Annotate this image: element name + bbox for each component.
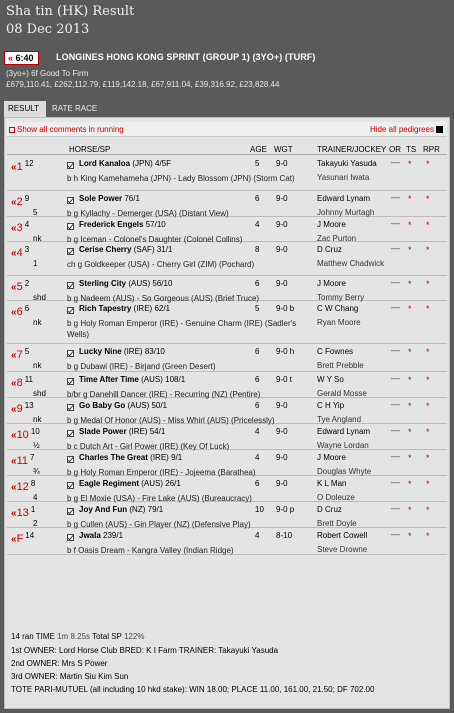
total-sp-value: 122% <box>123 632 145 641</box>
finish-position <box>11 220 29 234</box>
rp-rating: * <box>426 279 430 289</box>
horse-weight: 9-0 <box>276 245 288 254</box>
jockey-name[interactable]: Ryan Moore <box>317 318 361 327</box>
pedigree: b g Holy Roman Emperor (IRE) - Jojeema (Barathea) <box>67 468 256 477</box>
horse-country: (AUS) <box>128 279 151 288</box>
horse-age: 6 <box>255 347 260 356</box>
page-title: Sha tin (HK) Result <box>6 4 135 19</box>
jockey-name[interactable]: Yasunari Iwata <box>317 173 370 182</box>
finish-position <box>11 304 29 318</box>
horse-age: 4 <box>255 220 260 229</box>
tracker-checkbox[interactable] <box>67 430 74 437</box>
draw-number: 4 <box>24 220 30 229</box>
beaten-margin: ½ <box>33 441 40 450</box>
hide-pedigrees-link[interactable] <box>370 125 443 134</box>
starting-price: 239/1 <box>103 531 124 540</box>
rp-rating: * <box>426 304 430 314</box>
finish-position <box>11 427 40 441</box>
topspeed-rating: * <box>408 220 412 230</box>
trainer-name[interactable]: Edward Lynam <box>317 194 371 203</box>
topspeed-rating: * <box>408 505 412 515</box>
beaten-margin: shd <box>33 293 46 302</box>
tracker-checkbox[interactable] <box>67 248 74 255</box>
tracker-checkbox[interactable] <box>67 482 74 489</box>
draw-number: 9 <box>24 194 30 203</box>
position-value: 2 <box>16 196 23 208</box>
jockey-name[interactable]: O Doleuze <box>317 493 355 502</box>
total-sp-label: Total SP <box>92 632 122 641</box>
finish-position <box>11 347 29 361</box>
trainer-name[interactable]: C H Yip <box>317 401 345 410</box>
horse-name-sp <box>79 279 172 288</box>
pedigree: b/br g Danehill Dancer (IRE) - Recurring (NZ) (Pentire) <box>67 390 261 399</box>
horse-name-sp <box>79 401 167 410</box>
beaten-margin: nk <box>33 234 42 243</box>
finish-position <box>11 279 29 293</box>
topspeed-rating: * <box>408 453 412 463</box>
draw-number: 12 <box>24 159 34 168</box>
runner-row[interactable] <box>7 398 447 424</box>
finish-position <box>11 505 35 519</box>
rp-rating: * <box>426 427 430 437</box>
tracker-checkbox[interactable] <box>67 223 74 230</box>
topspeed-rating: * <box>408 375 412 385</box>
tab-rate-race[interactable]: RATE RACE <box>52 104 98 113</box>
position-value: 8 <box>16 377 23 389</box>
horse-country: (IRE) <box>128 427 148 436</box>
trainer-name[interactable]: D Cruz <box>317 505 342 514</box>
horse-country: (IRE) <box>150 453 169 462</box>
expand-arrow-icon[interactable]: « <box>11 282 17 293</box>
jockey-name[interactable]: Johnny Murtagh <box>317 208 375 217</box>
horse-age: 5 <box>255 159 260 168</box>
horse-name[interactable]: Time After Time <box>79 375 139 384</box>
topspeed-rating: * <box>408 347 412 357</box>
trainer-name[interactable]: K L Man <box>317 479 347 488</box>
beaten-margin: nk <box>33 318 42 327</box>
finish-position <box>11 245 29 259</box>
owner-third: 3rd OWNER: Martin Siu Kim Sun <box>11 672 129 681</box>
draw-number: 10 <box>30 427 40 436</box>
horse-name-sp <box>79 245 172 254</box>
beaten-margin: 5 <box>33 208 38 217</box>
horse-name[interactable]: Lucky Nine <box>79 347 122 356</box>
starting-price: 26/1 <box>165 479 181 488</box>
topspeed-rating: * <box>408 427 412 437</box>
tracker-checkbox[interactable] <box>67 307 74 314</box>
result-panel <box>4 117 450 709</box>
beaten-margin: 1 <box>33 259 38 268</box>
official-rating: — <box>391 451 400 461</box>
horse-name-sp <box>79 505 163 514</box>
horse-name[interactable]: Slade Power <box>79 427 127 436</box>
pedigree: b h King Kamehameha (JPN) - Lady Blossom (JPN) (Storm Cat) <box>67 174 295 183</box>
horse-age: 6 <box>255 401 260 410</box>
tracker-checkbox[interactable] <box>67 350 74 357</box>
expand-arrow-icon[interactable]: « <box>11 197 17 208</box>
horse-country: (JPN) <box>132 159 153 168</box>
draw-number: 6 <box>24 304 30 313</box>
trainer-name[interactable]: Takayuki Yasuda <box>317 159 377 168</box>
official-rating: — <box>391 373 400 383</box>
runner-row[interactable] <box>7 301 447 344</box>
tracker-checkbox[interactable] <box>67 508 74 515</box>
tracker-checkbox[interactable] <box>67 162 74 169</box>
horse-age: 10 <box>255 505 264 514</box>
starting-price: 83/10 <box>144 347 165 356</box>
horse-name-sp <box>79 347 165 356</box>
topspeed-rating: * <box>408 401 412 411</box>
starting-price: 62/1 <box>154 304 171 313</box>
starting-price: 50/1 <box>151 401 168 410</box>
runner-row[interactable] <box>7 528 447 555</box>
horse-name-sp <box>79 375 185 384</box>
starting-price: 31/1 <box>156 245 173 254</box>
horse-country: (IRE) <box>133 304 153 313</box>
rp-rating: * <box>426 347 430 357</box>
jockey-name[interactable]: Douglas Whyte <box>317 467 372 476</box>
jockey-name[interactable]: Brett Doyle <box>317 519 357 528</box>
col-wgt: WGT <box>274 145 293 154</box>
position-value: 1 <box>16 161 23 173</box>
trainer-name[interactable]: J Moore <box>317 453 346 462</box>
official-rating: — <box>391 218 400 228</box>
finish-position <box>11 401 34 415</box>
col-age: AGE <box>250 145 267 154</box>
trainer-name[interactable]: Edward Lynam <box>317 427 371 436</box>
race-summary <box>11 631 144 642</box>
position-value: 9 <box>16 403 23 415</box>
horse-weight: 9-0 h <box>276 347 295 356</box>
official-rating: — <box>391 345 400 355</box>
rp-rating: * <box>426 505 430 515</box>
horse-age: 4 <box>255 427 260 436</box>
col-or: OR <box>389 145 401 154</box>
trainer-name[interactable]: Robert Cowell <box>317 531 368 540</box>
horse-weight: 8-10 <box>276 531 293 540</box>
beaten-margin: 2 <box>33 519 38 528</box>
starting-price: 4/5F <box>155 159 172 168</box>
position-value: 11 <box>16 455 28 467</box>
tracker-checkbox[interactable] <box>67 534 74 541</box>
expand-arrow-icon[interactable]: « <box>11 248 17 259</box>
tracker-checkbox[interactable] <box>67 378 74 385</box>
draw-number: 3 <box>24 245 30 254</box>
horse-age: 5 <box>255 304 260 313</box>
topspeed-rating: * <box>408 245 412 255</box>
horse-country: (AUS) <box>141 375 163 384</box>
topspeed-rating: * <box>408 304 412 314</box>
horse-name-sp <box>79 159 171 168</box>
topspeed-rating: * <box>408 159 412 169</box>
finish-position <box>11 159 34 173</box>
pedigree: b g El Moxie (USA) - Fire Lake (AUS) (Bureaucracy) <box>67 494 252 503</box>
show-comments-label: Show all comments in running <box>17 125 124 134</box>
horse-name[interactable]: Charles The Great <box>79 453 148 462</box>
jockey-name[interactable]: Gerald Mosse <box>317 389 367 398</box>
horse-age: 8 <box>255 245 260 254</box>
draw-number: 5 <box>24 347 30 356</box>
tracker-checkbox[interactable] <box>67 404 74 411</box>
horse-name-sp <box>79 427 165 436</box>
expand-arrow-icon[interactable]: « <box>11 378 17 389</box>
trainer-name[interactable]: C Fownes <box>317 347 354 356</box>
rp-rating: * <box>426 453 430 463</box>
trainer-name[interactable]: J Moore <box>317 279 346 288</box>
rp-rating: * <box>426 159 430 169</box>
pedigree: b g Dubawi (IRE) - Birjand (Green Desert) <box>67 362 216 371</box>
position-value: 6 <box>16 306 23 318</box>
show-comments-link[interactable] <box>9 125 124 134</box>
finish-position <box>11 479 35 493</box>
expand-arrow-icon[interactable]: « <box>11 404 17 415</box>
rp-rating: * <box>426 220 430 230</box>
beaten-margin: 4 <box>33 493 38 502</box>
runner-row[interactable] <box>7 424 447 450</box>
official-rating: — <box>391 425 400 435</box>
finish-position <box>11 531 34 545</box>
beaten-margin: nk <box>33 415 42 424</box>
horse-weight: 9-0 <box>276 401 288 410</box>
topspeed-rating: * <box>408 279 412 289</box>
rp-rating: * <box>426 479 430 489</box>
jockey-name[interactable]: Zac Purton <box>317 234 357 243</box>
tracker-checkbox[interactable] <box>67 197 74 204</box>
beaten-margin: shd <box>33 389 46 398</box>
expand-arrow-icon[interactable]: « <box>11 456 17 467</box>
official-rating: — <box>391 157 400 167</box>
horse-weight: 9-0 <box>276 159 288 168</box>
jockey-name[interactable]: Tommy Berry <box>317 293 365 302</box>
runner-row[interactable] <box>7 502 447 528</box>
options-bar <box>7 122 447 137</box>
trainer-name[interactable]: W Y So <box>317 375 344 384</box>
draw-number: 2 <box>24 279 30 288</box>
pedigree: b c Dutch Art - Girl Power (IRE) (Key Of Luck) <box>67 442 230 451</box>
starting-price: 76/1 <box>124 194 140 203</box>
runner-row[interactable] <box>7 276 447 301</box>
race-time-badge[interactable]: « 6:40 <box>4 51 39 65</box>
draw-number: 8 <box>30 479 36 488</box>
jockey-name[interactable]: Matthew Chadwick <box>317 259 385 268</box>
runner-row[interactable] <box>7 217 447 242</box>
official-rating: — <box>391 192 400 202</box>
horse-name-sp <box>79 531 123 540</box>
jockey-name[interactable]: Brett Prebble <box>317 361 364 370</box>
header-divider <box>7 154 447 155</box>
expand-arrow-icon[interactable]: « <box>11 162 17 173</box>
finish-position <box>11 194 29 208</box>
topspeed-rating: * <box>408 479 412 489</box>
pedigree: b g Nadeem (AUS) - So Gorgeous (AUS) (Brief Truce) <box>67 294 260 303</box>
rp-rating: * <box>426 375 430 385</box>
horse-name-sp <box>79 479 181 488</box>
expand-arrow-icon[interactable]: « <box>11 534 17 545</box>
comments-checkbox-icon <box>9 127 15 133</box>
collapse-icon <box>436 126 443 133</box>
position-value: F <box>16 533 24 545</box>
runner-row[interactable] <box>7 450 447 476</box>
horse-country: (AUS) <box>127 401 150 410</box>
horse-age: 6 <box>255 194 260 203</box>
horse-weight: 9-0 <box>276 194 288 203</box>
race-conditions: (3yo+) 6f Good To Firm <box>6 69 89 78</box>
race-prizes: £679,110.41, £262,112.79, £119,142.18, £67,911.04, £39,316.92, £23,828.44 <box>6 80 280 89</box>
official-rating: — <box>391 399 400 409</box>
race-date: 08 Dec 2013 <box>6 22 90 37</box>
official-rating: — <box>391 529 400 539</box>
rp-rating: * <box>426 531 430 541</box>
starting-price: 79/1 <box>147 505 164 514</box>
draw-number: 13 <box>24 401 34 410</box>
expand-arrow-icon[interactable]: « <box>11 307 17 318</box>
horse-name-sp <box>79 220 166 229</box>
race-time-value: 1m 8.25s <box>57 632 91 641</box>
trainer-name[interactable]: C W Chang <box>317 304 359 313</box>
runner-row[interactable] <box>7 372 447 398</box>
official-rating: — <box>391 503 400 513</box>
horse-name-sp <box>79 453 182 462</box>
draw-number: 11 <box>24 375 33 384</box>
finish-position <box>11 453 34 467</box>
pedigree: b g Cullen (AUS) - Gin Player (NZ) (Defensive Play) <box>67 520 251 529</box>
horse-country: (SAF) <box>133 245 155 254</box>
horse-name[interactable]: Sterling City <box>79 279 127 288</box>
col-trainer-jockey: TRAINER/JOCKEY <box>317 145 387 154</box>
position-value: 5 <box>16 281 23 293</box>
owner-first: 1st OWNER: Lord Horse Club BRED: K I Farm TRAINER: Takayuki Yasuda <box>11 646 279 655</box>
position-value: 13 <box>16 507 29 519</box>
horse-name[interactable]: Cerise Cherry <box>79 245 132 254</box>
horse-weight: 9-0 <box>276 427 288 436</box>
horse-weight: 9-0 <box>276 279 288 288</box>
horse-country: (AUS) <box>141 479 164 488</box>
position-value: 3 <box>16 222 23 234</box>
expand-arrow-icon[interactable]: « <box>11 223 17 234</box>
col-ts: TS <box>406 145 417 154</box>
horse-name[interactable]: Rich Tapestry <box>79 304 132 313</box>
runner-row[interactable] <box>7 344 447 372</box>
horse-name[interactable]: Joy And Fun <box>79 505 128 514</box>
beaten-margin: ¾ <box>33 467 40 476</box>
horse-weight: 9-0 <box>276 479 288 488</box>
draw-number: 7 <box>29 453 35 462</box>
starting-price: 108/1 <box>165 375 186 384</box>
tracker-checkbox[interactable] <box>67 282 74 289</box>
starting-price: 56/10 <box>152 279 173 288</box>
pedigree: b g Iceman - Colonel's Daughter (Colonel Collins) <box>67 235 243 244</box>
horse-name[interactable]: Sole Power <box>79 194 123 203</box>
horse-name[interactable]: Go Baby Go <box>79 401 126 410</box>
horse-age: 6 <box>255 375 260 384</box>
tracker-checkbox[interactable] <box>67 456 74 463</box>
starting-price: 9/1 <box>171 453 183 462</box>
position-value: 4 <box>16 247 23 259</box>
tote-dividends: TOTE PARI-MUTUEL (all including 10 hkd stake): WIN 18.00; PLACE 11.00, 161.00, 21.50; DF 702.00 <box>11 685 375 694</box>
runner-row[interactable] <box>7 156 447 191</box>
horse-weight: 9-0 b <box>276 304 295 313</box>
expand-arrow-icon[interactable]: « <box>11 508 17 519</box>
expand-arrow-icon[interactable]: « <box>11 482 17 493</box>
rp-rating: * <box>426 401 430 411</box>
time-label: TIME <box>35 632 55 641</box>
rp-rating: * <box>426 245 430 255</box>
runner-row[interactable] <box>7 191 447 217</box>
horse-weight: 9-0 p <box>276 505 295 514</box>
horse-age: 4 <box>255 453 260 462</box>
horse-weight: 9-0 <box>276 453 288 462</box>
position-value: 12 <box>16 481 29 493</box>
race-time: 6:40 <box>15 53 34 63</box>
official-rating: — <box>391 243 400 253</box>
horse-country: (IRE) <box>123 347 143 356</box>
expand-arrow-icon[interactable]: « <box>11 430 17 441</box>
starting-price: 54/1 <box>149 427 166 436</box>
horse-country: (NZ) <box>129 505 146 514</box>
race-title-bar <box>4 51 450 65</box>
horse-age: 4 <box>255 531 260 540</box>
starting-price: 57/10 <box>145 220 166 229</box>
pedigree: b g Kyllachy - Demerger (USA) (Distant View) <box>67 209 229 218</box>
tab-result[interactable]: RESULT <box>4 101 46 117</box>
finish-position <box>11 375 33 389</box>
col-horse-sp: HORSE/SP <box>69 145 111 154</box>
official-rating: — <box>391 277 400 287</box>
horse-age: 6 <box>255 479 260 488</box>
draw-number: 14 <box>25 531 35 540</box>
trainer-name[interactable]: D Cruz <box>317 245 342 254</box>
runner-row[interactable] <box>7 476 447 502</box>
pedigree: ch g Goldkeeper (USA) - Cherry Girl (ZIM) (Pochard) <box>67 260 255 269</box>
horse-age: 6 <box>255 279 260 288</box>
horse-name[interactable]: Eagle Regiment <box>79 479 140 488</box>
topspeed-rating: * <box>408 531 412 541</box>
position-value: 10 <box>16 429 29 441</box>
hide-pedigrees-label: Hide all pedigrees <box>369 125 434 134</box>
horse-name[interactable]: Jwala <box>79 531 101 540</box>
runner-row[interactable] <box>7 242 447 276</box>
official-rating: — <box>391 477 400 487</box>
position-value: 7 <box>16 349 23 361</box>
rp-rating: * <box>426 194 430 204</box>
pedigree: b f Oasis Dream - Kangra Valley (Indian Ridge) <box>67 546 234 555</box>
expand-arrow-icon[interactable]: « <box>11 350 17 361</box>
trainer-name[interactable]: J Moore <box>317 220 346 229</box>
owner-second: 2nd OWNER: Mrs S Power <box>11 659 108 668</box>
draw-number: 1 <box>30 505 36 514</box>
jockey-name[interactable]: Steve Drowne <box>317 545 368 554</box>
horse-name[interactable]: Lord Kanaloa <box>79 159 131 168</box>
col-rpr: RPR <box>423 145 440 154</box>
beaten-margin: nk <box>33 361 42 370</box>
pedigree: b g Medal Of Honor (AUS) - Miss Whirl (AUS) (Pricelessly) <box>67 416 275 425</box>
horse-weight: 9-0 t <box>276 375 293 384</box>
topspeed-rating: * <box>408 194 412 204</box>
official-rating: — <box>391 302 400 312</box>
runners-count: 14 ran <box>11 632 34 641</box>
jockey-name[interactable]: Wayne Lordan <box>317 441 369 450</box>
race-name: LONGINES HONG KONG SPRINT (GROUP 1) (3YO+) (TURF) <box>56 52 316 62</box>
jockey-name[interactable]: Tye Angland <box>317 415 362 424</box>
pedigree: b g Holy Roman Emperor (IRE) - Genuine Charm (IRE) (Sadler's Wells) <box>67 319 297 339</box>
horse-name[interactable]: Frederick Engels <box>79 220 144 229</box>
horse-name-sp <box>79 304 170 313</box>
horse-weight: 9-0 <box>276 220 288 229</box>
horse-name-sp <box>79 194 140 203</box>
